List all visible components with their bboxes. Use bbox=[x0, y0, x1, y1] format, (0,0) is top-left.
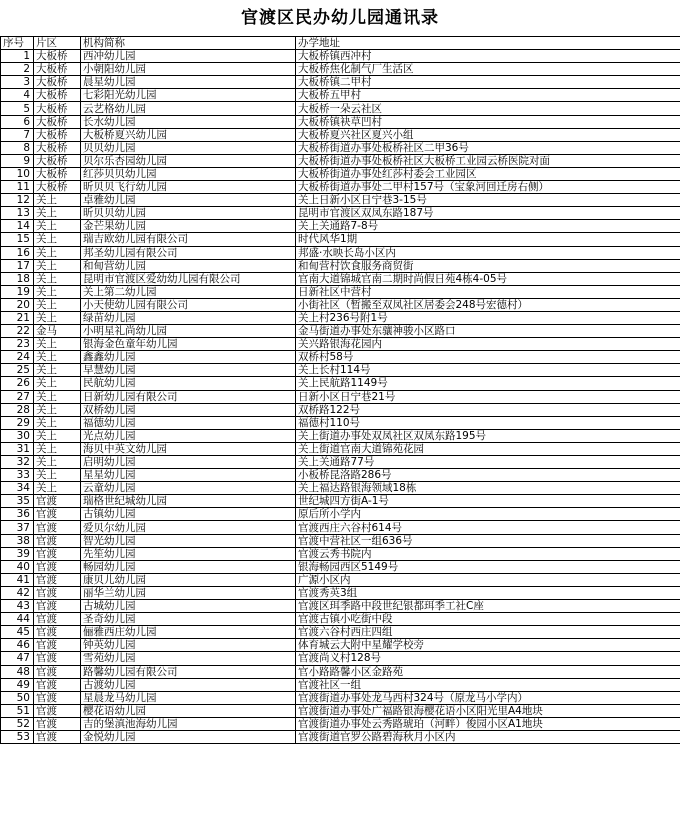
row-serial: 25 bbox=[1, 364, 34, 377]
row-address: 关兴路银海花园内 bbox=[296, 338, 680, 351]
row-serial: 46 bbox=[1, 639, 34, 652]
table-row bbox=[1, 311, 680, 324]
row-district: 关上 bbox=[34, 456, 81, 469]
row-address: 昆明市官渡区双凤东路187号 bbox=[296, 207, 680, 220]
row-district: 官渡 bbox=[34, 691, 81, 704]
row-address: 大板桥五甲村 bbox=[296, 89, 680, 102]
table-row bbox=[1, 717, 680, 730]
row-address: 关上福达路银海领域18栋 bbox=[296, 482, 680, 495]
row-address: 官渡云秀书院内 bbox=[296, 547, 680, 560]
row-district: 关上 bbox=[34, 259, 81, 272]
row-institution: 邦圣幼儿园有限公司 bbox=[81, 246, 296, 259]
row-address: 官渡中营社区一组636号 bbox=[296, 534, 680, 547]
row-institution: 瑞吉欧幼儿园有限公司 bbox=[81, 233, 296, 246]
table-row bbox=[1, 429, 680, 442]
table-row bbox=[1, 181, 680, 194]
row-institution: 小朝阳幼儿园 bbox=[81, 63, 296, 76]
row-serial: 7 bbox=[1, 128, 34, 141]
row-district: 大板桥 bbox=[34, 128, 81, 141]
row-serial: 39 bbox=[1, 547, 34, 560]
row-address: 官渡街道办事处广福路银海樱花语小区阳光里A4地块 bbox=[296, 704, 680, 717]
row-serial: 35 bbox=[1, 495, 34, 508]
row-district: 关上 bbox=[34, 442, 81, 455]
table-row bbox=[1, 691, 680, 704]
row-district: 大板桥 bbox=[34, 63, 81, 76]
row-institution: 古城幼儿园 bbox=[81, 600, 296, 613]
row-address: 官渡社区一组 bbox=[296, 678, 680, 691]
table-row bbox=[1, 167, 680, 180]
row-institution: 古镇幼儿园 bbox=[81, 508, 296, 521]
header-district: 片区 bbox=[34, 37, 81, 50]
table-row bbox=[1, 141, 680, 154]
row-institution: 小天使幼儿园有限公司 bbox=[81, 298, 296, 311]
row-institution: 昕贝贝幼儿园 bbox=[81, 207, 296, 220]
table-row bbox=[1, 246, 680, 259]
row-district: 关上 bbox=[34, 246, 81, 259]
row-address: 和甸营村饮食服务商贸街 bbox=[296, 259, 680, 272]
table-row bbox=[1, 233, 680, 246]
row-serial: 17 bbox=[1, 259, 34, 272]
row-serial: 37 bbox=[1, 521, 34, 534]
row-institution: 智光幼儿园 bbox=[81, 534, 296, 547]
row-serial: 23 bbox=[1, 338, 34, 351]
table-row bbox=[1, 364, 680, 377]
table-row bbox=[1, 469, 680, 482]
table-row bbox=[1, 626, 680, 639]
table-row bbox=[1, 259, 680, 272]
table-row bbox=[1, 403, 680, 416]
row-address: 广源小区内 bbox=[296, 573, 680, 586]
row-address: 大板桥夏兴社区夏兴小组 bbox=[296, 128, 680, 141]
table-row bbox=[1, 560, 680, 573]
row-address: 银海畅园西区5149号 bbox=[296, 560, 680, 573]
row-district: 官渡 bbox=[34, 534, 81, 547]
row-district: 官渡 bbox=[34, 508, 81, 521]
row-address: 关上日新小区日宁巷3-15号 bbox=[296, 194, 680, 207]
row-institution: 关上第二幼儿园 bbox=[81, 285, 296, 298]
table-row bbox=[1, 89, 680, 102]
row-institution: 日新幼儿园有限公司 bbox=[81, 390, 296, 403]
row-district: 关上 bbox=[34, 390, 81, 403]
header-address: 办学地址 bbox=[296, 37, 680, 50]
row-serial: 28 bbox=[1, 403, 34, 416]
row-serial: 52 bbox=[1, 717, 34, 730]
table-row bbox=[1, 207, 680, 220]
row-institution: 钟英幼儿园 bbox=[81, 639, 296, 652]
row-address: 原后所小学内 bbox=[296, 508, 680, 521]
table-row bbox=[1, 482, 680, 495]
row-institution: 西冲幼儿园 bbox=[81, 50, 296, 63]
table-row bbox=[1, 298, 680, 311]
row-district: 关上 bbox=[34, 298, 81, 311]
table-row bbox=[1, 613, 680, 626]
table-row bbox=[1, 285, 680, 298]
row-serial: 40 bbox=[1, 560, 34, 573]
row-serial: 34 bbox=[1, 482, 34, 495]
row-address: 关上街道办事处双凤社区双凤东路195号 bbox=[296, 429, 680, 442]
table-row bbox=[1, 508, 680, 521]
row-institution: 云艺格幼儿园 bbox=[81, 102, 296, 115]
row-serial: 48 bbox=[1, 665, 34, 678]
row-serial: 30 bbox=[1, 429, 34, 442]
document-title: 官渡区民办幼儿园通讯录 bbox=[241, 8, 439, 28]
table-row bbox=[1, 272, 680, 285]
row-serial: 32 bbox=[1, 456, 34, 469]
row-serial: 10 bbox=[1, 167, 34, 180]
row-address: 体育城云大附中星耀学校旁 bbox=[296, 639, 680, 652]
row-serial: 36 bbox=[1, 508, 34, 521]
row-serial: 27 bbox=[1, 390, 34, 403]
row-district: 大板桥 bbox=[34, 115, 81, 128]
row-institution: 古渡幼儿园 bbox=[81, 678, 296, 691]
row-institution: 俪雅西庄幼儿园 bbox=[81, 626, 296, 639]
table-row bbox=[1, 76, 680, 89]
row-address: 大板桥焦化制气厂生活区 bbox=[296, 63, 680, 76]
row-institution: 绿苗幼儿园 bbox=[81, 311, 296, 324]
row-serial: 47 bbox=[1, 652, 34, 665]
row-district: 官渡 bbox=[34, 730, 81, 743]
row-institution: 路馨幼儿园有限公司 bbox=[81, 665, 296, 678]
row-district: 关上 bbox=[34, 416, 81, 429]
row-district: 官渡 bbox=[34, 560, 81, 573]
row-district: 关上 bbox=[34, 429, 81, 442]
row-institution: 长水幼儿园 bbox=[81, 115, 296, 128]
row-district: 大板桥 bbox=[34, 141, 81, 154]
table-row bbox=[1, 220, 680, 233]
row-serial: 44 bbox=[1, 613, 34, 626]
row-address: 官渡街道官罗公路碧海秋月小区内 bbox=[296, 730, 680, 743]
table-row bbox=[1, 390, 680, 403]
row-address: 大板桥镇西冲村 bbox=[296, 50, 680, 63]
row-institution: 卓雅幼儿园 bbox=[81, 194, 296, 207]
row-institution: 昕贝贝飞行幼儿园 bbox=[81, 181, 296, 194]
row-institution: 吉的堡滇池海幼儿园 bbox=[81, 717, 296, 730]
header-institution: 机构简称 bbox=[81, 37, 296, 50]
row-district: 大板桥 bbox=[34, 154, 81, 167]
row-address: 官小路路馨小区金路苑 bbox=[296, 665, 680, 678]
row-institution: 金悦幼儿园 bbox=[81, 730, 296, 743]
row-district: 官渡 bbox=[34, 665, 81, 678]
row-serial: 38 bbox=[1, 534, 34, 547]
table-row bbox=[1, 194, 680, 207]
table-row bbox=[1, 338, 680, 351]
row-district: 关上 bbox=[34, 377, 81, 390]
row-address: 大板桥镇袂草凹村 bbox=[296, 115, 680, 128]
row-address: 邦盛·水映长岛小区内 bbox=[296, 246, 680, 259]
row-address: 双桥路122号 bbox=[296, 403, 680, 416]
row-district: 关上 bbox=[34, 272, 81, 285]
table-row bbox=[1, 704, 680, 717]
table-row bbox=[1, 115, 680, 128]
row-district: 官渡 bbox=[34, 704, 81, 717]
row-district: 官渡 bbox=[34, 521, 81, 534]
row-address: 关上关通路77号 bbox=[296, 456, 680, 469]
row-institution: 贝贝幼儿园 bbox=[81, 141, 296, 154]
table-row bbox=[1, 730, 680, 743]
row-serial: 18 bbox=[1, 272, 34, 285]
row-district: 官渡 bbox=[34, 626, 81, 639]
row-district: 关上 bbox=[34, 338, 81, 351]
table-row bbox=[1, 456, 680, 469]
row-district: 大板桥 bbox=[34, 76, 81, 89]
row-address: 大板桥街道办事处板桥社区二甲36号 bbox=[296, 141, 680, 154]
table-row bbox=[1, 63, 680, 76]
row-institution: 双桥幼儿园 bbox=[81, 403, 296, 416]
row-address: 日新小区日宁巷21号 bbox=[296, 390, 680, 403]
table-row bbox=[1, 521, 680, 534]
row-institution: 星星幼儿园 bbox=[81, 469, 296, 482]
row-serial: 16 bbox=[1, 246, 34, 259]
header-serial: 序号 bbox=[1, 37, 34, 50]
row-address: 小板桥昆洛路286号 bbox=[296, 469, 680, 482]
row-address: 官渡秀英3组 bbox=[296, 586, 680, 599]
row-institution: 红莎贝贝幼儿园 bbox=[81, 167, 296, 180]
row-serial: 21 bbox=[1, 311, 34, 324]
row-address: 关上民航路1149号 bbox=[296, 377, 680, 390]
row-address: 大板桥街道办事处二甲村157号（宝象河回迁房右侧） bbox=[296, 181, 680, 194]
row-institution: 和甸营幼儿园 bbox=[81, 259, 296, 272]
row-serial: 45 bbox=[1, 626, 34, 639]
row-address: 官渡六谷村西庄四组 bbox=[296, 626, 680, 639]
row-district: 关上 bbox=[34, 194, 81, 207]
row-district: 大板桥 bbox=[34, 181, 81, 194]
row-district: 官渡 bbox=[34, 600, 81, 613]
row-serial: 24 bbox=[1, 351, 34, 364]
row-district: 关上 bbox=[34, 482, 81, 495]
row-address: 时代风华1期 bbox=[296, 233, 680, 246]
row-district: 官渡 bbox=[34, 678, 81, 691]
row-serial: 12 bbox=[1, 194, 34, 207]
table-row bbox=[1, 102, 680, 115]
row-serial: 29 bbox=[1, 416, 34, 429]
row-institution: 雪苑幼儿园 bbox=[81, 652, 296, 665]
row-serial: 15 bbox=[1, 233, 34, 246]
row-institution: 鑫鑫幼儿园 bbox=[81, 351, 296, 364]
row-institution: 贝尔乐杏园幼儿园 bbox=[81, 154, 296, 167]
row-district: 官渡 bbox=[34, 573, 81, 586]
row-district: 关上 bbox=[34, 364, 81, 377]
row-institution: 爱贝尔幼儿园 bbox=[81, 521, 296, 534]
row-district: 大板桥 bbox=[34, 167, 81, 180]
row-serial: 3 bbox=[1, 76, 34, 89]
row-district: 关上 bbox=[34, 403, 81, 416]
table-row bbox=[1, 586, 680, 599]
row-address: 官渡尚义村128号 bbox=[296, 652, 680, 665]
row-serial: 6 bbox=[1, 115, 34, 128]
row-address: 关上街道官南大道锦苑花园 bbox=[296, 442, 680, 455]
row-serial: 2 bbox=[1, 63, 34, 76]
table-header-row bbox=[1, 37, 680, 50]
row-district: 官渡 bbox=[34, 717, 81, 730]
row-district: 关上 bbox=[34, 233, 81, 246]
row-serial: 49 bbox=[1, 678, 34, 691]
table-row bbox=[1, 416, 680, 429]
row-address: 官渡西庄六谷村614号 bbox=[296, 521, 680, 534]
row-district: 大板桥 bbox=[34, 50, 81, 63]
table-row bbox=[1, 665, 680, 678]
row-institution: 康贝儿幼儿园 bbox=[81, 573, 296, 586]
row-district: 官渡 bbox=[34, 586, 81, 599]
table-row bbox=[1, 325, 680, 338]
row-address: 福德村110号 bbox=[296, 416, 680, 429]
row-address: 关上关通路7-8号 bbox=[296, 220, 680, 233]
row-serial: 1 bbox=[1, 50, 34, 63]
row-address: 大板桥街道办事处板桥社区大板桥工业园云桥医院对面 bbox=[296, 154, 680, 167]
row-institution: 民航幼儿园 bbox=[81, 377, 296, 390]
row-district: 关上 bbox=[34, 351, 81, 364]
row-serial: 51 bbox=[1, 704, 34, 717]
row-institution: 金芒果幼儿园 bbox=[81, 220, 296, 233]
row-address: 小街社区（暂搬至双凤社区居委会248号宏德村） bbox=[296, 298, 680, 311]
row-address: 关上长村114号 bbox=[296, 364, 680, 377]
row-institution: 云童幼儿园 bbox=[81, 482, 296, 495]
row-institution: 大板桥夏兴幼儿园 bbox=[81, 128, 296, 141]
table-row bbox=[1, 600, 680, 613]
row-district: 金马 bbox=[34, 325, 81, 338]
row-institution: 樱花语幼儿园 bbox=[81, 704, 296, 717]
table-row bbox=[1, 351, 680, 364]
row-institution: 丽华兰幼儿园 bbox=[81, 586, 296, 599]
row-serial: 13 bbox=[1, 207, 34, 220]
table-row bbox=[1, 442, 680, 455]
table-row bbox=[1, 495, 680, 508]
row-district: 关上 bbox=[34, 220, 81, 233]
kindergarten-table bbox=[0, 36, 680, 744]
row-address: 关上村236号附1号 bbox=[296, 311, 680, 324]
table-row bbox=[1, 652, 680, 665]
table-row bbox=[1, 678, 680, 691]
row-address: 官渡古镇小吃街中段 bbox=[296, 613, 680, 626]
row-institution: 海贝中英文幼儿园 bbox=[81, 442, 296, 455]
row-serial: 42 bbox=[1, 586, 34, 599]
row-district: 官渡 bbox=[34, 652, 81, 665]
row-address: 大板桥一朵云社区 bbox=[296, 102, 680, 115]
row-address: 大板桥街道办事处红莎村委会工业园区 bbox=[296, 167, 680, 180]
row-institution: 昆明市官渡区爱幼幼儿园有限公司 bbox=[81, 272, 296, 285]
row-institution: 畅园幼儿园 bbox=[81, 560, 296, 573]
table-row bbox=[1, 154, 680, 167]
row-district: 关上 bbox=[34, 285, 81, 298]
row-address: 大板桥镇二甲村 bbox=[296, 76, 680, 89]
row-serial: 19 bbox=[1, 285, 34, 298]
row-institution: 小明星礼尚幼儿园 bbox=[81, 325, 296, 338]
row-serial: 26 bbox=[1, 377, 34, 390]
row-address: 世纪城四方街A-1号 bbox=[296, 495, 680, 508]
table-body bbox=[1, 50, 680, 744]
table-row bbox=[1, 573, 680, 586]
row-district: 关上 bbox=[34, 311, 81, 324]
row-district: 官渡 bbox=[34, 547, 81, 560]
row-serial: 14 bbox=[1, 220, 34, 233]
row-institution: 福德幼儿园 bbox=[81, 416, 296, 429]
row-serial: 9 bbox=[1, 154, 34, 167]
row-institution: 星晨龙马幼儿园 bbox=[81, 691, 296, 704]
row-district: 关上 bbox=[34, 207, 81, 220]
row-serial: 50 bbox=[1, 691, 34, 704]
row-institution: 晨星幼儿园 bbox=[81, 76, 296, 89]
row-serial: 4 bbox=[1, 89, 34, 102]
row-institution: 早慧幼儿园 bbox=[81, 364, 296, 377]
row-address: 官南大道锦城官南二期时尚假日苑4栋4-05号 bbox=[296, 272, 680, 285]
table-row bbox=[1, 50, 680, 63]
row-serial: 31 bbox=[1, 442, 34, 455]
row-institution: 圣奇幼儿园 bbox=[81, 613, 296, 626]
row-district: 官渡 bbox=[34, 639, 81, 652]
row-address: 官渡区珥季路中段世纪银都珥季工社C座 bbox=[296, 600, 680, 613]
row-institution: 光点幼儿园 bbox=[81, 429, 296, 442]
row-serial: 33 bbox=[1, 469, 34, 482]
row-district: 大板桥 bbox=[34, 89, 81, 102]
table-row bbox=[1, 639, 680, 652]
row-institution: 先笙幼儿园 bbox=[81, 547, 296, 560]
row-serial: 5 bbox=[1, 102, 34, 115]
row-address: 日新社区中营村 bbox=[296, 285, 680, 298]
row-district: 大板桥 bbox=[34, 102, 81, 115]
row-district: 关上 bbox=[34, 469, 81, 482]
row-serial: 43 bbox=[1, 600, 34, 613]
row-institution: 启明幼儿园 bbox=[81, 456, 296, 469]
row-serial: 22 bbox=[1, 325, 34, 338]
table-row bbox=[1, 128, 680, 141]
row-district: 官渡 bbox=[34, 495, 81, 508]
row-serial: 41 bbox=[1, 573, 34, 586]
row-address: 官渡街道办事处龙马西村324号（原龙马小学内） bbox=[296, 691, 680, 704]
row-district: 官渡 bbox=[34, 613, 81, 626]
table-row bbox=[1, 534, 680, 547]
row-address: 金马街道办事处东骧神骏小区路口 bbox=[296, 325, 680, 338]
row-address: 双桥村58号 bbox=[296, 351, 680, 364]
row-institution: 银海金色童年幼儿园 bbox=[81, 338, 296, 351]
row-institution: 七彩阳光幼儿园 bbox=[81, 89, 296, 102]
row-serial: 20 bbox=[1, 298, 34, 311]
row-serial: 53 bbox=[1, 730, 34, 743]
row-institution: 瑞格世纪城幼儿园 bbox=[81, 495, 296, 508]
row-serial: 11 bbox=[1, 181, 34, 194]
table-row bbox=[1, 377, 680, 390]
row-serial: 8 bbox=[1, 141, 34, 154]
row-address: 官渡街道办事处云秀路琥珀（河畔）俊园小区A1地块 bbox=[296, 717, 680, 730]
table-row bbox=[1, 547, 680, 560]
